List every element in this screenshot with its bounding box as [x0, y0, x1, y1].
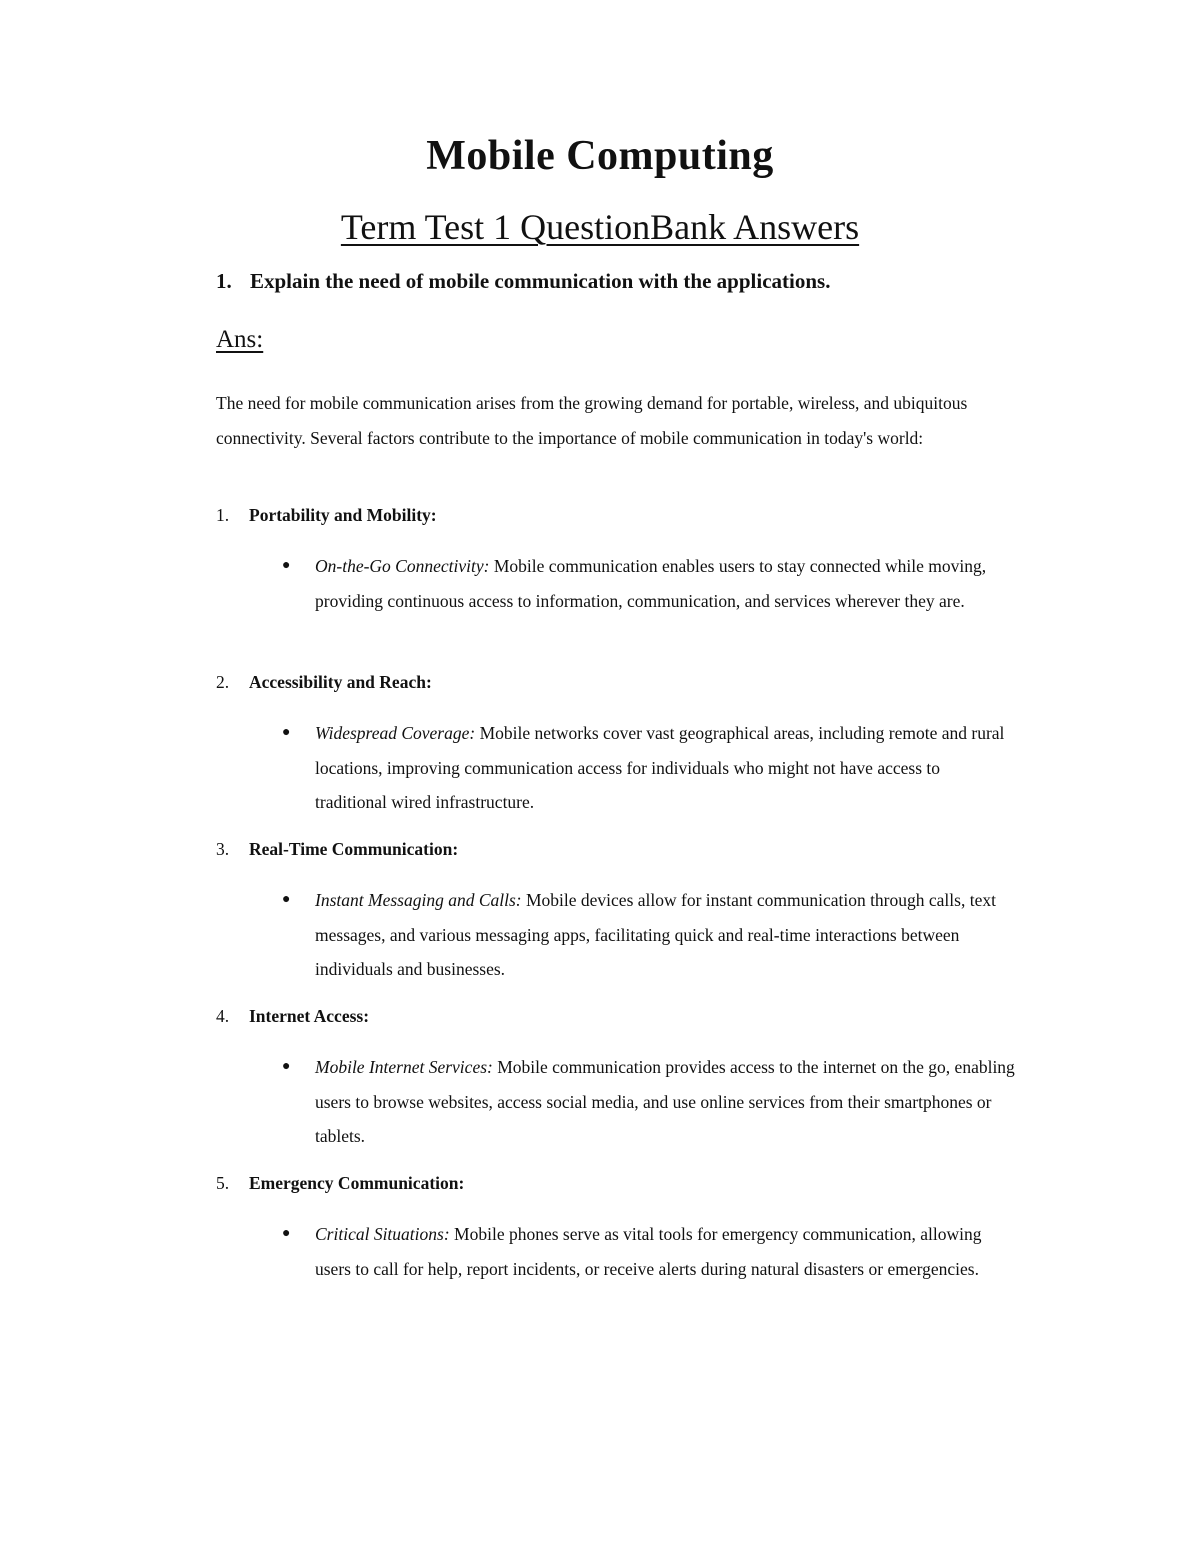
section-number: 4.	[216, 1006, 230, 1026]
bullet-item	[315, 1050, 1015, 1154]
page-title: Mobile Computing	[426, 133, 774, 179]
bullet-text: Mobile devices allow for instant communication through calls, text messages, and various messaging apps, facilitating quick and real-time interactions between individuals and businesses.	[315, 890, 996, 979]
section-number: 3.	[216, 839, 230, 859]
bullet-term: Instant Messaging and Calls:	[315, 890, 522, 910]
bullet-term: Mobile Internet Services:	[315, 1057, 493, 1077]
intro-paragraph: The need for mobile communication arises from the growing demand for portable, wireless, and ubiquitous connectivity. Several factors contribute to the importance of mobile communication in today's world:	[216, 393, 968, 448]
bullet-term: Widespread Coverage:	[315, 723, 476, 743]
section-number: 5.	[216, 1173, 230, 1193]
section-title: Emergency Communication:	[249, 1173, 465, 1193]
answer-label: Ans:	[216, 326, 264, 353]
bullet-icon: ●	[282, 1059, 291, 1074]
bullet-item	[315, 883, 1015, 987]
bullet-text: Mobile communication enables users to stay connected while moving, providing continuous access to information, communication, and services wherever they are.	[315, 556, 987, 611]
question-text: Explain the need of mobile communication with the applications.	[250, 269, 831, 293]
bullet-item	[315, 716, 1015, 820]
question-heading	[216, 269, 830, 294]
section-number: 2.	[216, 672, 230, 692]
subtitle-text: Term Test 1 QuestionBank Answers	[340, 207, 860, 247]
bullet-term: Critical Situations:	[315, 1224, 450, 1244]
bullet-icon: ●	[282, 1226, 291, 1241]
page-subtitle	[0, 206, 1200, 248]
bullet-text: Mobile communication provides access to the internet on the go, enabling users to browse websites, access social media, and use online services from their smartphones or tablets.	[315, 1057, 1015, 1146]
section-heading	[216, 839, 458, 860]
bullet-text: Mobile networks cover vast geographical areas, including remote and rural locations, improving communication access for individuals who might not have access to traditional wired infrastructure.	[315, 723, 1005, 812]
bullet-icon: ●	[282, 725, 291, 740]
section-title: Internet Access:	[249, 1006, 370, 1026]
bullet-icon: ●	[282, 892, 291, 907]
section-title: Real-Time Communication:	[249, 839, 459, 859]
section-heading	[216, 1173, 464, 1194]
bullet-term: On-the-Go Connectivity:	[315, 556, 490, 576]
section-heading	[216, 1006, 369, 1027]
section-title: Accessibility and Reach:	[249, 672, 432, 692]
section-heading	[216, 505, 437, 526]
bullet-text: Mobile phones serve as vital tools for emergency communication, allowing users to call for help, report incidents, or receive alerts during natural disasters or emergencies.	[315, 1224, 982, 1279]
section-number: 1.	[216, 505, 230, 525]
bullet-item	[315, 549, 1015, 618]
section-title: Portability and Mobility:	[249, 505, 437, 525]
question-number: 1.	[216, 269, 232, 293]
bullet-icon: ●	[282, 558, 291, 573]
section-heading	[216, 672, 432, 693]
bullet-item	[315, 1217, 1015, 1286]
